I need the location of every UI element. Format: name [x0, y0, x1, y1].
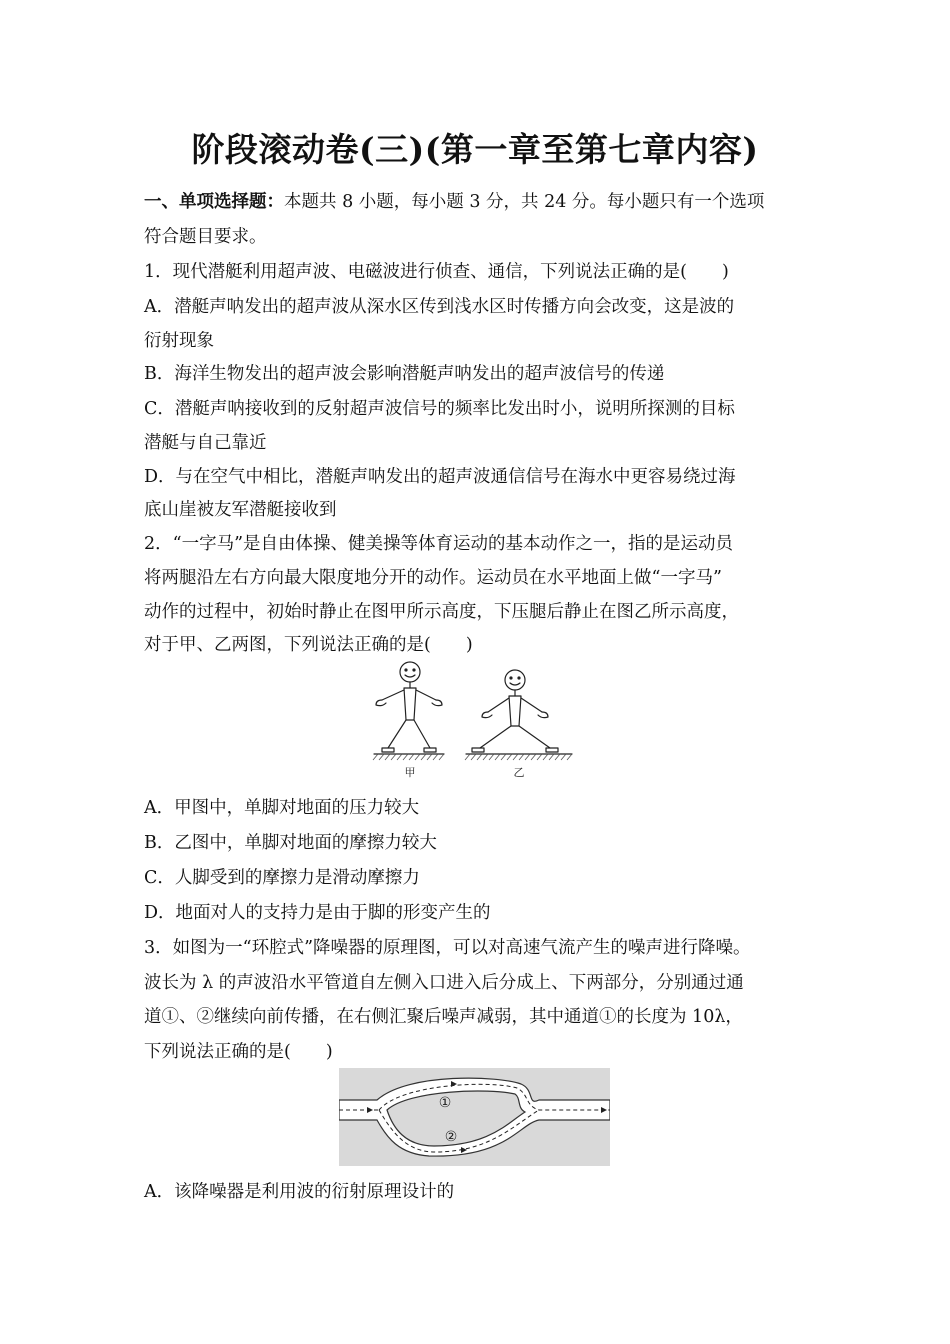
- q1-option-d-cont: 底山崖被友军潜艇接收到: [144, 500, 337, 520]
- section-intro-line-1: [144, 188, 764, 213]
- q2-stem-3: 动作的过程中，初始时静止在图甲所示高度，下压腿后静止在图乙所示高度，: [144, 602, 739, 622]
- label-jia: 甲: [404, 766, 416, 779]
- page-title: 阶段滚动卷(三)(第一章至第七章内容): [191, 130, 759, 169]
- q1-option-b: B．海洋生物发出的超声波会影响潜艇声呐发出的超声波信号的传递: [144, 364, 665, 384]
- channel-1-label: ①: [438, 1095, 452, 1111]
- q3-stem-3: 道①、②继续向前传播，在右侧汇聚后噪声减弱，其中通道①的长度为 10λ，: [144, 1007, 743, 1027]
- q3-stem-2: 波长为 λ 的声波沿水平管道自左侧入口进入后分成上、下两部分，分别通过通: [144, 973, 744, 993]
- person-jia-figure: [374, 662, 444, 754]
- q2-option-d: D．地面对人的支持力是由于脚的形变产生的: [144, 903, 491, 923]
- q2-option-a: A．甲图中，单脚对地面的压力较大: [144, 798, 420, 818]
- noise-reducer-diagram: [339, 1068, 610, 1166]
- q1-option-a-cont: 衍射现象: [144, 331, 214, 351]
- q2-option-c: C．人脚受到的摩擦力是滑动摩擦力: [144, 868, 420, 888]
- q2-stem-2: 将两腿沿左右方向最大限度地分开的动作。运动员在水平地面上做“一字马”: [144, 568, 722, 588]
- q3-stem-4: 下列说法正确的是( ): [144, 1042, 333, 1062]
- split-figure-diagram: [368, 658, 578, 782]
- label-yi: 乙: [513, 766, 525, 779]
- q1-option-c: C．潜艇声呐接收到的反射超声波信号的频率比发出时小，说明所探测的目标: [144, 399, 735, 419]
- q2-stem-1: 2．“一字马”是自由体操、健美操等体育运动的基本动作之一，指的是运动员: [144, 534, 734, 554]
- q1-option-d: D．与在空气中相比，潜艇声呐发出的超声波通信信号在海水中更容易绕过海: [144, 467, 736, 487]
- q1-option-c-cont: 潜艇与自己靠近: [144, 433, 267, 453]
- person-yi-figure: [466, 670, 572, 754]
- q1-stem: 1．现代潜艇利用超声波、电磁波进行侦查、通信，下列说法正确的是( ): [144, 262, 729, 282]
- section-intro-line-2: 符合题目要求。: [144, 227, 267, 247]
- q3-option-a: A．该降噪器是利用波的衍射原理设计的: [144, 1182, 455, 1202]
- section-intro: 本题共 8 小题，每小题 3 分，共 24 分。每小题只有一个选项: [284, 192, 765, 212]
- q1-option-a: A．潜艇声呐发出的超声波从深水区传到浅水区时传播方向会改变，这是波的: [144, 297, 735, 317]
- q2-option-b: B．乙图中，单脚对地面的摩擦力较大: [144, 833, 437, 853]
- section-heading: 一、单项选择题：: [144, 192, 284, 212]
- q3-stem-1: 3．如图为一“环腔式”降噪器的原理图，可以对高速气流产生的噪声进行降噪。: [144, 938, 751, 958]
- channel-2-label: ②: [444, 1129, 458, 1145]
- ground-hatching: [373, 754, 572, 760]
- q2-stem-4: 对于甲、乙两图，下列说法正确的是( ): [144, 635, 473, 655]
